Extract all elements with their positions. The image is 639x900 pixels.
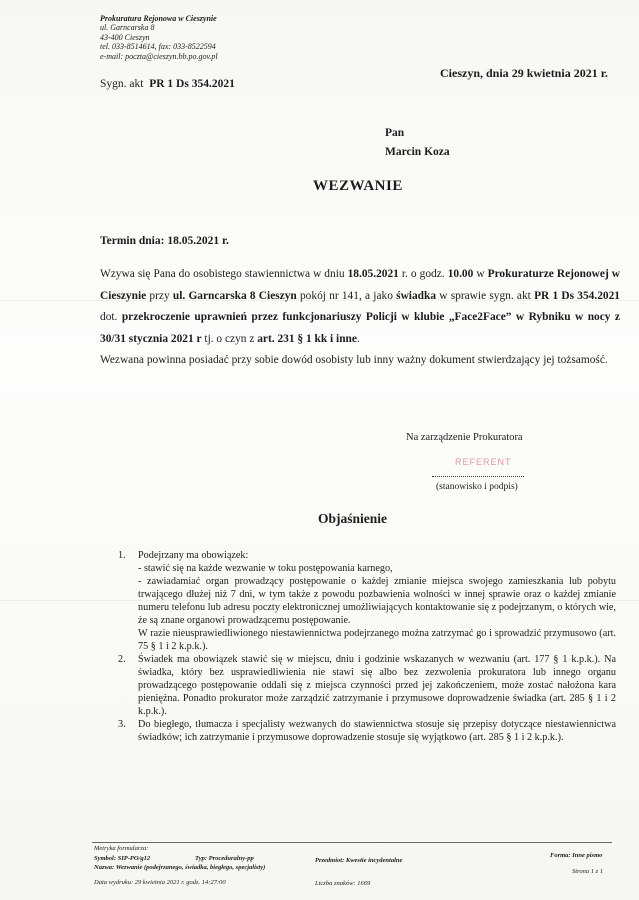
signature-line <box>432 476 524 478</box>
item-text: - zawiadamiać organ prowadzący postępowanie o każdej zmianie miejsca swojego zamieszkania lub pobytu trwającego dłużej niż 7 dni, w tym także z powodu pozbawienia wolności w innej sprawie oraz o każdej zmianie numeru telefonu lub adresu poczty elektronicznej umożliwiających kontaktowanie się z podejrzanym, o których wie, że są znane organowi prowadzącemu postępowanie. <box>138 576 616 626</box>
office-phone: tel. 033-8514614, fax: 033-8522594 <box>100 42 216 52</box>
char-count: Liczba znaków: 1669 <box>315 880 371 887</box>
office-postal: 43-400 Cieszyn <box>100 32 150 42</box>
office-name: Prokuratura Rejonowa w Cieszynie <box>100 14 217 23</box>
by-order-text: Na zarządzenie Prokuratora <box>406 432 523 443</box>
office-header <box>100 14 218 61</box>
term-line <box>100 235 229 247</box>
appearance-office: Prokuraturze Rejonowej w Cieszynie <box>100 268 621 302</box>
term-label: Termin dnia: <box>100 235 165 247</box>
form-symbol: Symbol: SIP-PO/g12 <box>94 855 151 862</box>
item-text: Świadek ma obowiązek stawić się w miejscu, dniu i godzinie wskazanych w wezwaniu (art. 177 § 1 k.p.k.). Na świadka, który bez usprawiedliwienia nie stawi się albo bez zezwolenia prokuratora lub innego organu prowadzącego postępowanie oddali się z miejsca czynności przed jej zakończeniem, może zostać nałożona kara pieniężna. Ponadto prokurator może zarządzić zatrzymanie i przymusowe doprowadzenie świadka (art. 285 § 1 i 2 k.p.k.). <box>138 654 616 717</box>
reference-value: PR 1 Ds 354.2021 <box>149 78 235 90</box>
print-date: Data wydruku: 29 kwietnia 2021 r. godz. 14:27:00 <box>94 879 226 886</box>
appearance-date: 18.05.2021 <box>347 268 399 280</box>
case-signature: PR 1 Ds 354.2021 <box>534 289 620 302</box>
body-text: pokój nr 141, a jako <box>296 289 397 302</box>
explanation-item <box>118 549 616 653</box>
document-title: WEZWANIE <box>313 178 403 194</box>
form-subject: Przedmiot: Kwestie incydentalne <box>315 857 403 864</box>
summoned-role: świadka <box>396 289 437 302</box>
appearance-address: ul. Garncarska 8 Cieszyn <box>172 289 297 302</box>
addressee-name: Marcin Koza <box>385 146 450 158</box>
date-place: Cieszyn, dnia <box>440 66 509 80</box>
body-text: tj. o czyn z <box>201 332 258 345</box>
case-subject: przekroczenie uprawnień przez funkcjonariuszy Policji w klubie „Face2Face” w Rybniku w nocy z 30/31 stycznia 2021 r <box>100 311 620 345</box>
item-text: Do biegłego, tłumacza i specjalisty wezwanych do stawiennictwa stosuje się przepisy dotyczące niestawiennictwa świadków; ich zatrzymanie i przymusowe doprowadzenie stosuje się wyjątkowo (art. 285 § 1 i 2 k.p.k.). <box>138 719 616 743</box>
explanation-list <box>118 549 616 744</box>
referent-stamp: REFERENT <box>455 457 512 467</box>
item-text: W razie nieusprawiedliwionego niestawiennictwa podejrzanego można zatrzymać go i sprowadzić przymusowo (art. 75 § 1 i 2 k.p.k.). <box>138 628 616 652</box>
item-text: - stawić się na każde wezwanie w toku postępowania karnego, <box>138 563 393 574</box>
page-counter: Strona 1 z 1 <box>572 868 603 875</box>
office-email: e-mail: poczta@cieszyn.bb.po.gov.pl <box>100 51 218 61</box>
date-value: 29 kwietnia 2021 r. <box>511 66 608 80</box>
item-number: 2. <box>118 654 126 665</box>
item-number: 1. <box>118 550 126 561</box>
id-requirement-paragraph: Wezwana powinna posiadać przy sobie dowód osobisty lub inny ważny dokument stwierdzający jej tożsamość. <box>100 354 608 366</box>
date-line <box>440 66 608 81</box>
office-street: ul. Garncarska 8 <box>100 23 155 33</box>
legal-article: art. 231 § 1 kk i inne <box>257 332 357 345</box>
addressee-block <box>385 124 450 162</box>
item-heading: Podejrzany ma obowiązek: <box>138 550 249 561</box>
body-text: r. o godz. <box>398 268 448 280</box>
summons-paragraph <box>100 264 620 350</box>
explanation-title: Objaśnienie <box>318 511 388 526</box>
form-name: Nazwa: Wezwanie (podejrzanego, świadka, biegłego, specjalisty) <box>94 864 266 871</box>
form-metryka: Metryka formularza: <box>94 845 149 852</box>
signature-caption: (stanowisko i podpis) <box>436 482 518 492</box>
body-text: dot. <box>100 311 122 323</box>
term-date: 18.05.2021 r. <box>167 235 229 247</box>
explanation-item <box>118 653 616 718</box>
body-text: w sprawie sygn. akt <box>436 289 535 302</box>
summons-body <box>100 264 620 372</box>
appearance-time: 10.00 <box>447 268 474 280</box>
explanation-item <box>118 718 616 744</box>
item-number: 3. <box>118 719 126 730</box>
addressee-salutation: Pan <box>385 127 405 139</box>
reference-label: Sygn. akt <box>100 78 144 90</box>
form-type-letter: Forma: Inne pismo <box>550 852 603 859</box>
body-text: Wzywa się Pana do osobistego stawiennictwa w dniu <box>100 268 348 280</box>
case-reference <box>100 78 235 90</box>
body-text: przy <box>146 289 173 302</box>
body-text: . <box>356 332 360 345</box>
body-text: w <box>473 268 488 280</box>
footer-divider <box>92 842 612 843</box>
form-type: Typ: Proceduralny-pp <box>195 855 254 862</box>
